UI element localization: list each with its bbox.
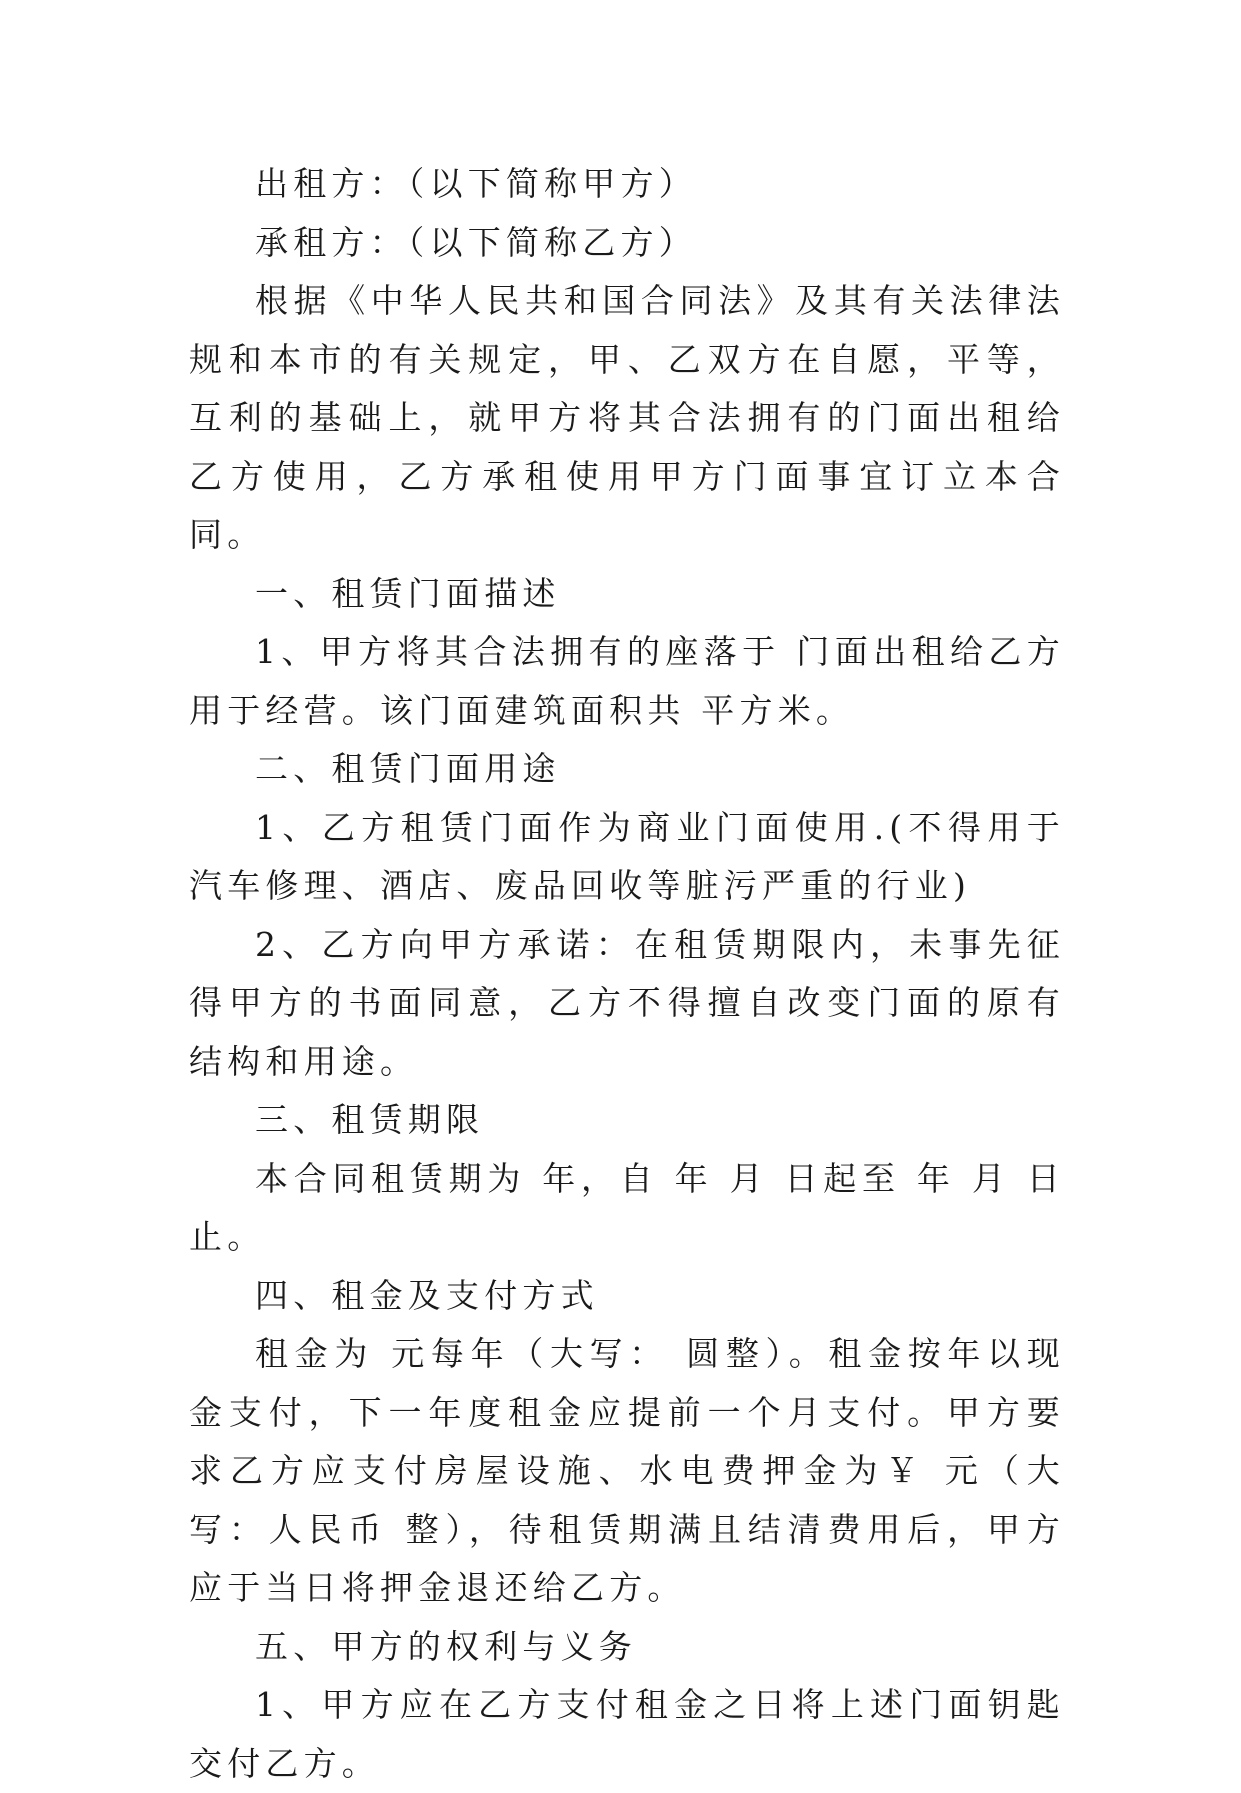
- clause-paragraph: 2、乙方向甲方承诺：在租赁期限内，未事先征得甲方的书面同意，乙方不得擅自改变门面的原有结构和用途。: [189, 924, 1065, 1081]
- section-heading-description: 一、租赁门面描述: [255, 573, 561, 613]
- section-heading-lessor-rights: 五、甲方的权利与义务: [255, 1626, 637, 1666]
- section-heading-term: 三、租赁期限: [255, 1100, 485, 1139]
- section-heading-usage: 二、租赁门面用途: [255, 749, 561, 788]
- document-body: [189, 155, 1065, 1793]
- clause-paragraph: 1、乙方租赁门面作为商业门面使用.(不得用于汽车修理、酒店、废品回收等脏污严重的行业): [189, 807, 1065, 905]
- section-heading-rent: 四、租金及支付方式: [255, 1275, 599, 1315]
- clause-paragraph: 本合同租赁期为 年，自 年 月 日起至 年 月 日止。: [189, 1158, 1065, 1256]
- lessee-line: 承租方：（以下简称乙方）: [255, 222, 697, 262]
- preamble-paragraph: 根据《中华人民共和国合同法》及其有关法律法规和本市的有关规定，甲、乙双方在自愿，平等，互利的基础上，就甲方将其合法拥有的门面出租给乙方使用，乙方承租使用甲方门面事宜订立本合同。: [189, 281, 1065, 554]
- clause-paragraph: 1、甲方将其合法拥有的座落于 门面出租给乙方用于经营。该门面建筑面积共 平方米。: [189, 632, 1065, 730]
- clause-paragraph: 租金为 元每年（大写： 圆整）。租金按年以现金支付，下一年度租金应提前一个月支付。甲方要求乙方应支付房屋设施、水电费押金为￥ 元（大写：人民币 整），待租赁期满且结清费用后，甲方应于当日将押金退还给乙方。: [189, 1334, 1065, 1607]
- lessor-line: 出租方：（以下简称甲方）: [255, 164, 697, 203]
- clause-paragraph: 1、甲方应在乙方支付租金之日将上述门面钥匙交付乙方。: [189, 1685, 1065, 1783]
